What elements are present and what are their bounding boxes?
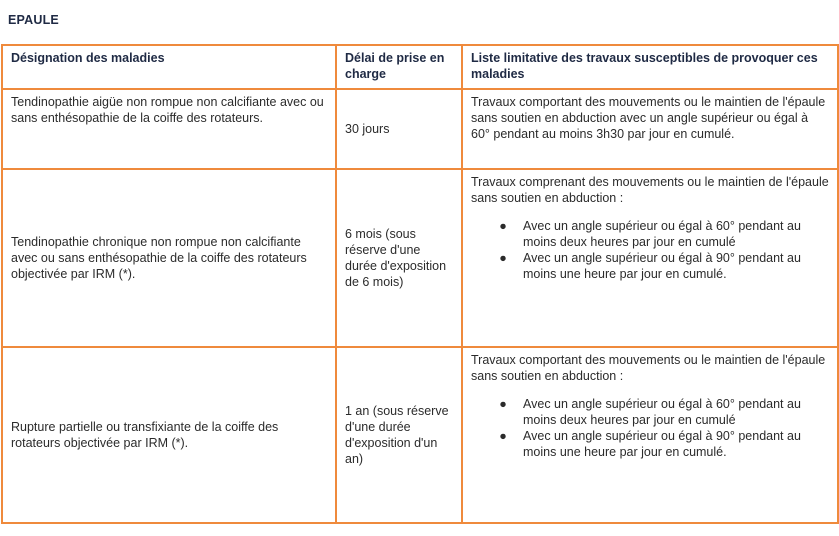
- delay-cell: [336, 169, 462, 347]
- table-row: [2, 347, 838, 523]
- work-list: [471, 396, 830, 460]
- header-delay: Délai de prise en charge: [336, 45, 462, 89]
- header-work-list: Liste limitative des travaux susceptibles de provoquer ces maladies: [462, 45, 838, 89]
- disease-cell: [2, 347, 336, 523]
- list-item-text: Avec un angle supérieur ou égal à 90° pendant au moins une heure par jour en cumulé.: [523, 251, 801, 281]
- section-title: EPAULE: [8, 13, 59, 27]
- work-intro: Travaux comportant des mouvements ou le maintien de l'épaule sans soutien en abduction :: [471, 353, 826, 383]
- delay-text: 30 jours: [345, 122, 390, 136]
- disease-text: Rupture partielle ou transfixiante de la coiffe des rotateurs objectivée par IRM (*).: [11, 420, 279, 450]
- disease-cell: [2, 89, 336, 169]
- work-cell: [462, 169, 838, 347]
- work-list: [471, 218, 830, 282]
- delay-text: 1 an (sous réserve d'une durée d'exposition d'un an): [345, 404, 449, 466]
- bullet-icon: ●: [499, 429, 507, 443]
- delay-cell: [336, 89, 462, 169]
- work-intro: Travaux comprenant des mouvements ou le maintien de l'épaule sans soutien en abduction :: [471, 175, 829, 205]
- delay-text: 6 mois (sous réserve d'une durée d'exposition de 6 mois): [345, 227, 447, 289]
- table-row: [2, 89, 838, 169]
- list-item-text: Avec un angle supérieur ou égal à 90° pendant au moins une heure par jour en cumulé.: [523, 429, 801, 459]
- bullet-icon: ●: [499, 397, 507, 411]
- occupational-disease-table: [1, 44, 839, 524]
- list-item-text: Avec un angle supérieur ou égal à 60° pendant au moins deux heures par jour en cumulé: [523, 219, 801, 249]
- header-disease: Désignation des maladies: [2, 45, 336, 89]
- list-item-text: Avec un angle supérieur ou égal à 60° pendant au moins deux heures par jour en cumulé: [523, 397, 801, 427]
- table-row: [2, 169, 838, 347]
- bullet-icon: ●: [499, 251, 507, 265]
- list-item: [499, 250, 830, 282]
- disease-cell: [2, 169, 336, 347]
- bullet-icon: ●: [499, 219, 507, 233]
- list-item: [499, 428, 830, 460]
- list-item: [499, 218, 830, 250]
- table-header-row: [2, 45, 838, 89]
- disease-text: Tendinopathie aigüe non rompue non calcifiante avec ou sans enthésopathie de la coiffe des rotateurs.: [11, 95, 324, 125]
- disease-text: Tendinopathie chronique non rompue non calcifiante avec ou sans enthésopathie de la coiffe des rotateurs objectivée par IRM (*).: [11, 235, 307, 281]
- delay-cell: [336, 347, 462, 523]
- work-text: Travaux comportant des mouvements ou le maintien de l'épaule sans soutien en abduction avec un angle supérieur ou égal à 60° pendant au moins 3h30 par jour en cumulé.: [471, 95, 826, 141]
- work-cell: [462, 347, 838, 523]
- work-cell: [462, 89, 838, 169]
- list-item: [499, 396, 830, 428]
